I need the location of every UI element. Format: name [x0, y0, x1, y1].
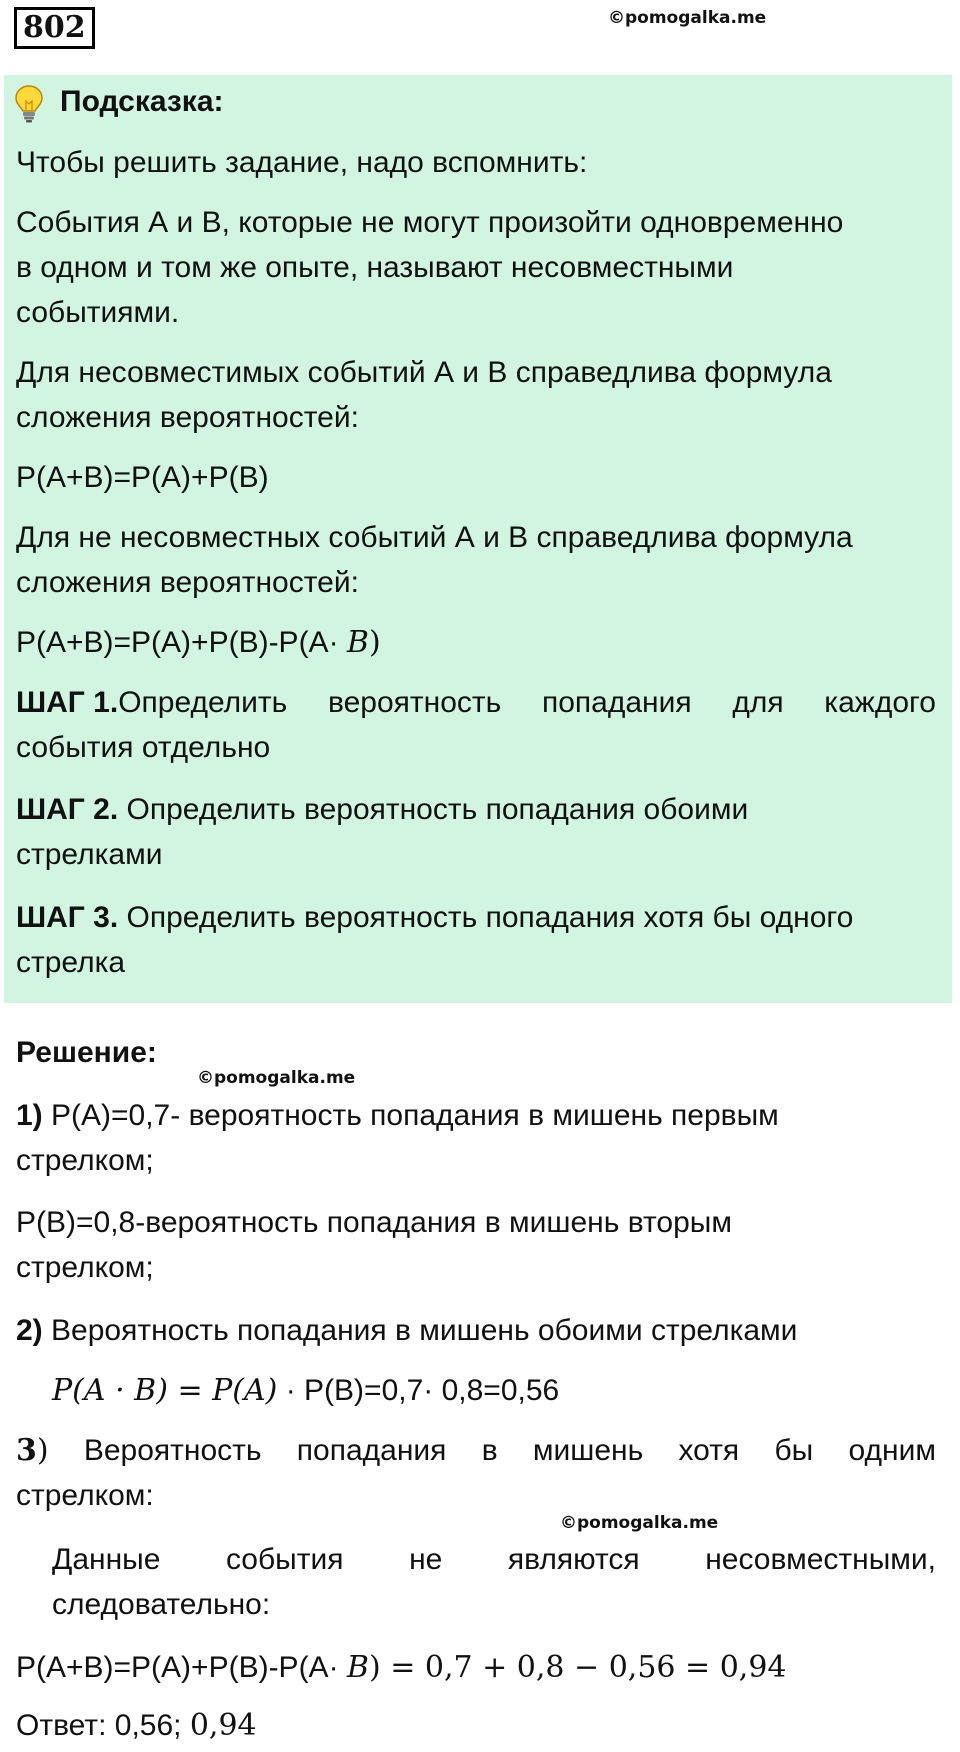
solution-watermark-2: ©pomogalka.me	[560, 1513, 719, 1533]
hint-definition-line-1: События А и В, которые не могут произойти одновременно	[16, 206, 844, 239]
solution-p1-line-1	[16, 1098, 779, 1134]
step-1-word: Определить	[118, 686, 288, 719]
hint-formula-1: P(A+B)=P(A)+P(B)	[16, 461, 269, 494]
solution-note-line-2: следовательно:	[52, 1588, 271, 1621]
formula-2-b: B	[346, 625, 369, 660]
hint-definition-line-3: событиями.	[16, 296, 180, 329]
solution-p3-line-1: 3) Вероятность попадания в мишень хотя бы одним	[16, 1433, 936, 1468]
hint-step-1-line-1	[16, 685, 936, 721]
hint-intro: Чтобы решить задание, надо вспомнить:	[16, 146, 588, 179]
formula-2-text: P(A+B)=P(A)+P(B)-P(A·	[16, 626, 339, 659]
p3-word: бы	[774, 1434, 814, 1467]
step-1-word: каждого	[824, 686, 936, 719]
hint-step-1-line-2: события отдельно	[16, 731, 271, 764]
step-1-label: ШАГ 1.	[16, 686, 119, 719]
step-3-text: Определить вероятность попадания хотя бы одного	[118, 901, 854, 934]
solution-answer	[16, 1708, 257, 1744]
hint-rule2-line-1: Для не несовместных событий А и В справедлива формула	[16, 521, 853, 554]
answer-label: Ответ: 0,56;	[16, 1709, 190, 1742]
note-word: события	[225, 1543, 344, 1576]
hint-formula-2	[16, 625, 381, 661]
p1-number: 1)	[16, 1099, 43, 1132]
formula-2-close: )	[368, 625, 381, 660]
p2-number: 2)	[16, 1314, 43, 1347]
hint-step-2-line-1	[16, 792, 748, 828]
p3-word: хотя	[678, 1434, 740, 1467]
step-3-label: ШАГ 3.	[16, 901, 119, 934]
p3-word: одним	[848, 1434, 936, 1467]
p3-word: попадания	[296, 1434, 447, 1467]
step-1-word: вероятность	[328, 686, 502, 719]
solution-p1-line-2: стрелком;	[16, 1144, 154, 1177]
solution-p1b-line-2: стрелком;	[16, 1251, 154, 1284]
step-2-text: Определить вероятность попадания обоими	[118, 793, 749, 826]
hint-definition-line-2: в одном и том же опыте, называют несовместными	[16, 251, 734, 284]
p3-word: Вероятность	[83, 1434, 262, 1467]
step-2-label: ШАГ 2.	[16, 793, 119, 826]
solution-title: Решение:	[16, 1036, 157, 1069]
answer-value: 0,94	[189, 1708, 257, 1743]
hint-rule1-line-1: Для несовместимых событий А и В справедлива формула	[16, 356, 832, 389]
solution-p2-formula	[52, 1373, 559, 1409]
hint-step-2-line-2: стрелками	[16, 838, 163, 871]
final-text: P(A+B)=P(A)+P(B)-P(A·	[16, 1651, 339, 1684]
solution-watermark: ©pomogalka.me	[197, 1068, 356, 1088]
final-b: B	[346, 1650, 369, 1685]
solution-p3-line-2: стрелком:	[16, 1479, 154, 1512]
step-1-word: попадания	[541, 686, 692, 719]
p1-text: P(A)=0,7- вероятность попадания в мишень первым	[42, 1099, 779, 1132]
lightbulb-icon	[14, 84, 44, 124]
p2-formula-math: P(A · B) = P(A)	[52, 1373, 278, 1408]
solution-final-formula	[16, 1650, 787, 1686]
hint-rule2-line-2: сложения вероятностей:	[16, 566, 359, 599]
hint-step-3-line-1	[16, 900, 853, 936]
p2-text: Вероятность попадания в мишень обоими стрелками	[42, 1314, 798, 1347]
p3-word: мишень	[532, 1434, 644, 1467]
hint-rule1-line-2: сложения вероятностей:	[16, 401, 359, 434]
solution-p1b-line-1: P(B)=0,8-вероятность попадания в мишень вторым	[16, 1206, 732, 1239]
p3-word: в	[481, 1434, 498, 1467]
note-word: несовместными,	[705, 1543, 936, 1576]
final-rest: ) = 0,7 + 0,8 − 0,56 = 0,94	[368, 1650, 787, 1685]
hint-step-3-line-2: стрелка	[16, 946, 126, 979]
note-word: Данные	[52, 1543, 161, 1576]
note-word: не	[409, 1543, 443, 1576]
step-1-word: для	[732, 686, 784, 719]
note-word: являются	[507, 1543, 640, 1576]
watermark: ©pomogalka.me	[608, 8, 767, 28]
solution-note-line-1	[52, 1542, 936, 1578]
p2-formula-rest: · P(B)=0,7· 0,8=0,56	[277, 1374, 560, 1407]
hint-title: Подсказка:	[60, 85, 224, 118]
task-number: 802	[14, 7, 95, 49]
solution-p2-line-1	[16, 1313, 797, 1349]
p3-number: 3	[16, 1433, 37, 1468]
